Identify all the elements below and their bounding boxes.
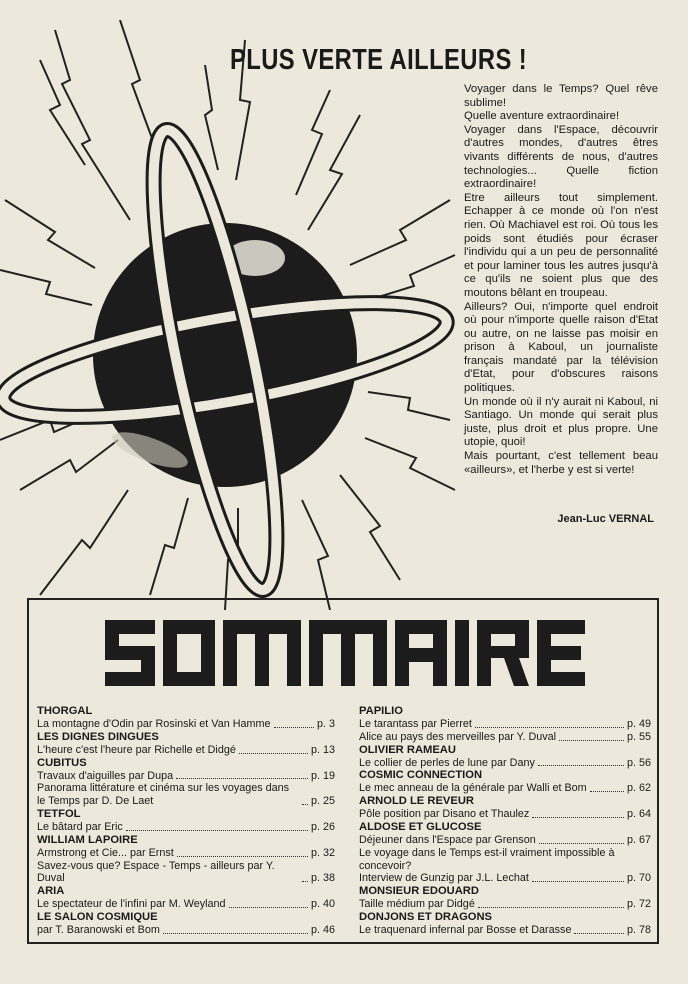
toc-entry-text: Interview de Gunzig par J.L. Lechat: [359, 872, 529, 885]
toc-page-number: p. 67: [626, 833, 651, 846]
toc-section-title: TETFOL: [37, 807, 81, 820]
sommaire-logo: [105, 612, 585, 694]
toc-entry: [37, 898, 335, 911]
toc-entry: [37, 860, 335, 886]
toc-section-title: LE SALON COSMIQUE: [37, 910, 158, 923]
toc-entry-text: Alice au pays des merveilles par Y. Duval: [359, 730, 557, 743]
toc-entry-text: La montagne d'Odin par Rosinski et Van Hamme: [37, 718, 271, 730]
toc-page-number: p. 46: [310, 923, 335, 936]
toc-entry: [359, 808, 651, 821]
toc-page-number: p. 25: [310, 795, 335, 808]
toc-page-number: p. 78: [626, 923, 651, 936]
toc-entry-text: par T. Baranowski et Bom: [37, 923, 160, 936]
article-author: Jean-Luc VERNAL: [557, 513, 654, 525]
toc-page-number: p. 62: [626, 782, 651, 795]
toc-entry: [359, 782, 651, 795]
toc-entry: [359, 834, 651, 847]
toc-section-title: ARIA: [37, 885, 65, 898]
toc-entry: [359, 924, 651, 937]
toc-entry-text: Le tarantass par Pierret: [359, 718, 472, 730]
toc-entry-text: Le bâtard par Eric: [37, 820, 123, 833]
toc-page-number: p. 70: [626, 872, 651, 885]
toc-entry: [37, 821, 335, 834]
toc-section-title: CUBITUS: [37, 756, 87, 769]
toc-entry-text: Savez-vous que? Espace - Temps - ailleurs par Y. Duval: [37, 859, 275, 885]
toc-entry-text: Le collier de perles de lune par Dany: [359, 756, 535, 769]
toc-entry: [359, 757, 651, 770]
toc-section-title: THORGAL: [37, 705, 93, 717]
toc-section-title: DONJONS ET DRAGONS: [359, 910, 493, 923]
toc-left-column: [37, 705, 335, 937]
article-paragraph: Un monde où il n'y aurait ni Kaboul, ni Santiago. Un monde qui serait plus juste, plus droit et plus propre. Une utopie, quoi!: [464, 395, 658, 449]
toc-entry-text: Armstrong et Cie... par Ernst: [37, 846, 174, 859]
toc-page-number: p. 49: [626, 718, 651, 730]
article-paragraph: Mais pourtant, c'est tellement beau «ailleurs», et l'herbe y est si verte!: [464, 450, 658, 476]
article-paragraph: Quelle aventure extraordinaire!: [464, 110, 620, 123]
article-headline: PLUS VERTE AILLEURS !: [230, 44, 528, 76]
article-paragraph: Etre ailleurs tout simplement. Echapper à ce monde où l'on n'est rien. Où Machiavel est roi. Où tous les poids sont étudiés pour écraser l'individu qui a un peu de personnalité et pour laminer tous les autres jusqu'à ce qu'ils ne soient plus que des moutons bêlant en troupeau.: [464, 191, 658, 299]
table-of-contents: [27, 598, 659, 944]
toc-entry: [37, 744, 335, 757]
toc-entry-text: Pôle position par Disano et Thaulez: [359, 808, 530, 821]
toc-page-number: p. 40: [310, 898, 335, 911]
planet-cross-illustration: [0, 20, 460, 610]
toc-page-number: p. 56: [626, 756, 651, 769]
article-body: [464, 83, 658, 477]
toc-page-number: p. 19: [310, 769, 335, 782]
article-paragraph: Ailleurs? Oui, n'importe quel endroit où pour n'importe quelle raison d'Etat ou autre, on ne laisse pas moisir en prison à Kaboul, un journaliste français mandaté par la télévision d'Etat, pour d'obscures raisons politiques.: [464, 300, 658, 395]
toc-section-title: WILLIAM LAPOIRE: [37, 833, 138, 846]
toc-entry-text: Déjeuner dans l'Espace par Grenson: [359, 833, 536, 846]
toc-entry-text: Le voyage dans le Temps est-il vraiment impossible à concevoir?: [359, 846, 615, 872]
toc-entry: [359, 847, 651, 873]
toc-entry: [37, 782, 335, 808]
toc-section-title: MONSIEUR EDOUARD: [359, 885, 479, 898]
toc-section-title: PAPILIO: [359, 705, 403, 717]
toc-entry-text: Le traquenard infernal par Bosse et Darasse: [359, 923, 572, 936]
toc-page-number: p. 3: [316, 718, 335, 730]
toc-entry-text: Taille médium par Didgé: [359, 898, 475, 911]
toc-entry: [37, 847, 335, 860]
toc-entry: [359, 731, 651, 744]
toc-entry: [359, 898, 651, 911]
article-paragraph: Voyager dans l'Espace, découvrir d'autres mondes, d'autres êtres vivants différents de nous, d'autres technologies... Quelle fiction extraordinaire!: [464, 123, 658, 191]
toc-page-number: p. 55: [626, 730, 651, 743]
toc-entry: [359, 718, 651, 731]
toc-right-column: [359, 705, 651, 937]
toc-page-number: p. 64: [626, 808, 651, 821]
toc-entry-text: Panorama littérature et cinéma sur les voyages dans le Temps par D. De Laet: [37, 782, 290, 808]
toc-entry: [37, 924, 335, 937]
toc-section-title: ARNOLD LE REVEUR: [359, 795, 474, 808]
toc-entry: [37, 718, 335, 731]
toc-entry-text: Le mec anneau de la générale par Walli et Bom: [359, 782, 587, 795]
article-paragraph: Voyager dans le Temps? Quel rêve sublime!: [464, 83, 658, 109]
toc-page-number: p. 72: [626, 898, 651, 911]
toc-entry-text: Travaux d'aiguilles par Dupa: [37, 769, 174, 782]
toc-page-number: p. 38: [310, 872, 335, 885]
toc-section-title: LES DIGNES DINGUES: [37, 730, 159, 743]
toc-page-number: p. 13: [310, 743, 335, 756]
toc-section-title: COSMIC CONNECTION: [359, 769, 483, 782]
toc-section-title: ALDOSE ET GLUCOSE: [359, 820, 482, 833]
toc-page-number: p. 32: [310, 846, 335, 859]
toc-entry: [37, 770, 335, 783]
toc-entry: [359, 872, 651, 885]
toc-entry-text: Le spectateur de l'infini par M. Weyland: [37, 898, 226, 911]
toc-page-number: p. 26: [310, 820, 335, 833]
toc-entry-text: L'heure c'est l'heure par Richelle et Didgé: [37, 743, 236, 756]
toc-section-title: OLIVIER RAMEAU: [359, 743, 456, 756]
